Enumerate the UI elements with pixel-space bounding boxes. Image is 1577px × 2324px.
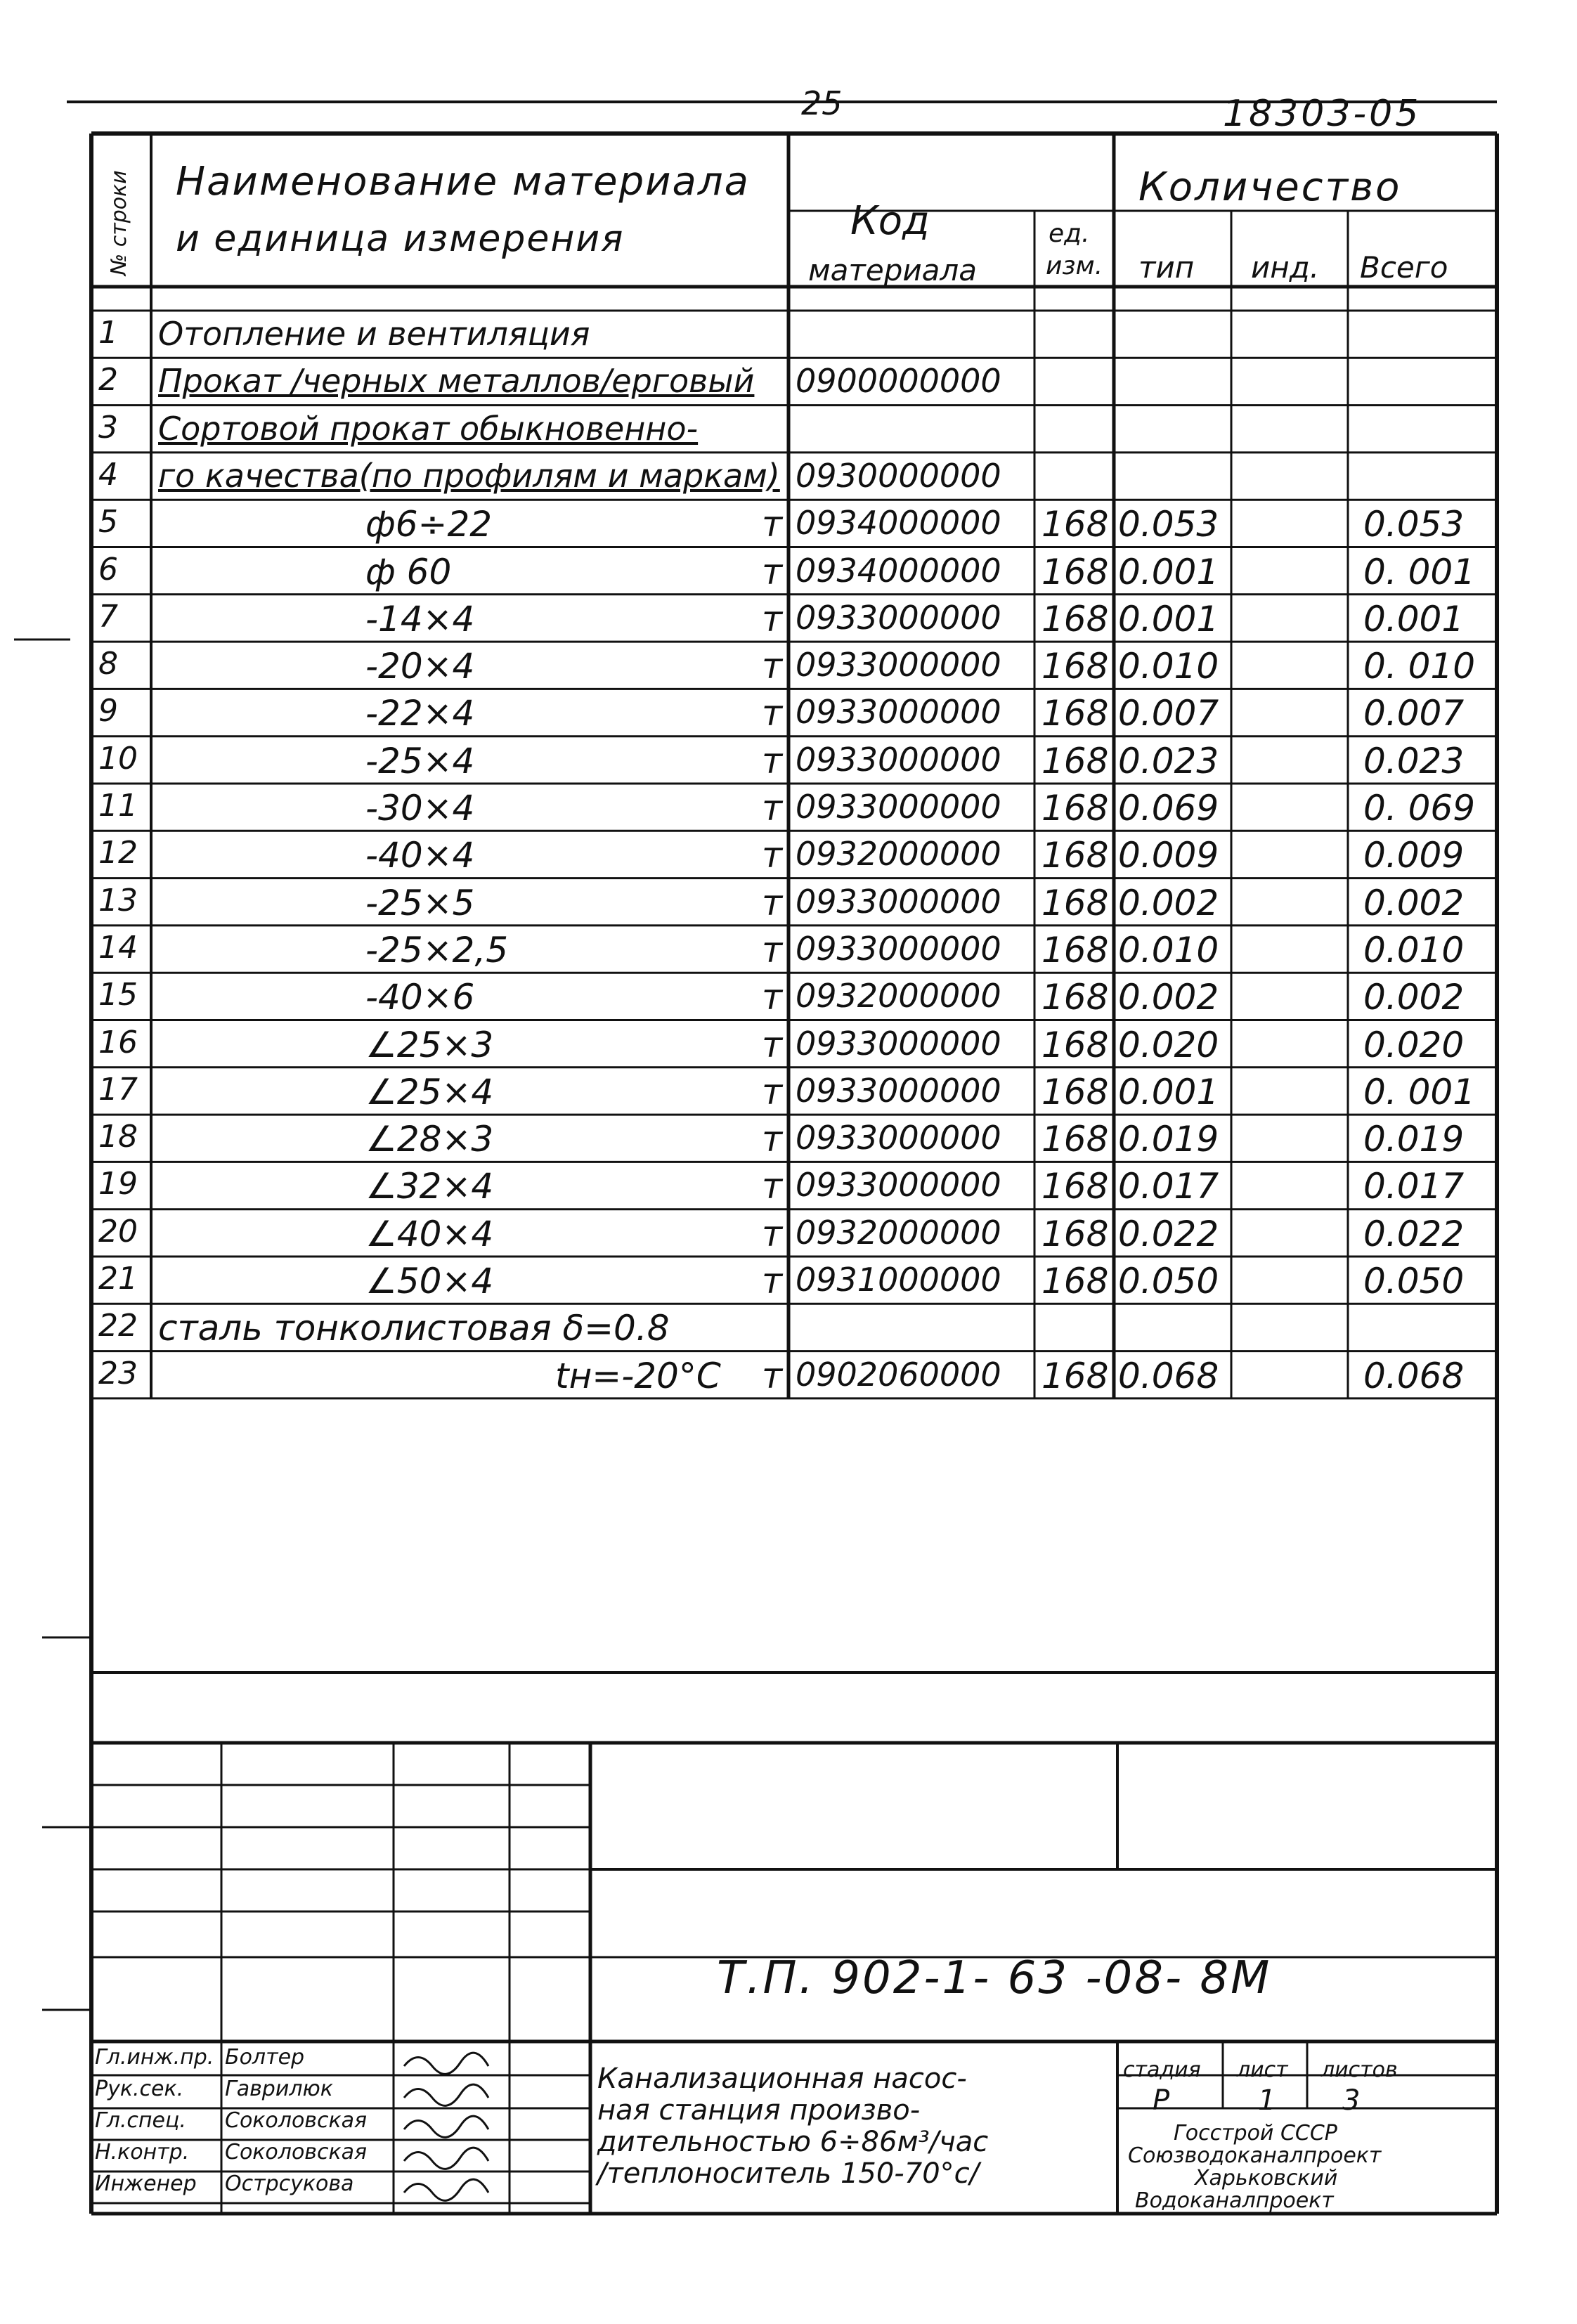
- total-quantity-cell: 0. 010: [1363, 646, 1476, 687]
- row-number-cell: 5: [98, 504, 118, 540]
- row-number-cell: 18: [98, 1119, 138, 1155]
- material-name-cell: Прокат /черных металлов/ерговый: [158, 362, 755, 401]
- material-name-cell: -20×4: [365, 646, 475, 687]
- row-number-cell: 7: [98, 598, 118, 635]
- material-code-cell: 0932000000: [796, 835, 1001, 874]
- row-number-cell: 3: [98, 409, 118, 446]
- col-row-number-header: № строки: [107, 170, 131, 275]
- unit-code-cell: 168: [1041, 740, 1109, 781]
- material-name-cell: -14×4: [365, 598, 475, 640]
- drawing-designation: Т.П. 902-1- 63 -08- 8М: [717, 1952, 1272, 2004]
- material-name-cell: ∠25×4: [365, 1071, 494, 1112]
- type-quantity-cell: 0.002: [1118, 977, 1219, 1018]
- type-quantity-cell: 0.002: [1118, 882, 1219, 923]
- unit-code-cell: 168: [1041, 835, 1109, 876]
- type-quantity-cell: 0.020: [1118, 1024, 1219, 1065]
- type-quantity-cell: 0.001: [1118, 598, 1219, 640]
- material-name-cell: -22×4: [365, 693, 475, 734]
- material-code-cell: 0933000000: [796, 646, 1001, 684]
- handwritten-signature: [404, 2179, 488, 2200]
- type-quantity-cell: 0.069: [1118, 788, 1219, 829]
- material-name-cell: сталь тонколистовая δ=0.8: [158, 1308, 670, 1349]
- type-quantity-cell: 0.050: [1118, 1261, 1219, 1301]
- material-name-cell: ∠32×4: [365, 1166, 494, 1207]
- unit-code-cell: 168: [1041, 1119, 1109, 1160]
- type-quantity-cell: 0.023: [1118, 740, 1219, 781]
- description-line4: /теплоноситель 150-70°с/: [597, 2157, 980, 2190]
- material-name-cell: tн=-20°С: [555, 1355, 721, 1396]
- material-code-cell: 0933000000: [796, 1119, 1001, 1157]
- unit-cell: т: [762, 1024, 783, 1065]
- unit-cell: т: [762, 740, 783, 781]
- handwritten-signature: [404, 2053, 488, 2074]
- total-quantity-cell: 0.053: [1363, 504, 1465, 545]
- signature-name: Острсукова: [225, 2172, 354, 2196]
- type-quantity-cell: 0.068: [1118, 1355, 1219, 1396]
- row-number-cell: 13: [98, 882, 138, 918]
- handwritten-signature: [404, 2084, 488, 2105]
- material-code-cell: 0933000000: [796, 1024, 1001, 1063]
- col-name-header-line2: и единица измерения: [176, 218, 625, 260]
- unit-code-cell: 168: [1041, 977, 1109, 1018]
- row-number-cell: 20: [98, 1213, 138, 1249]
- type-quantity-cell: 0.053: [1118, 504, 1219, 545]
- material-code-cell: 0902060000: [796, 1355, 1001, 1394]
- unit-cell: т: [762, 646, 783, 687]
- row-number-cell: 12: [98, 835, 138, 871]
- material-name-cell: -30×4: [365, 788, 475, 829]
- material-code-cell: 0933000000: [796, 1166, 1001, 1205]
- row-number-cell: 22: [98, 1308, 138, 1344]
- total-quantity-cell: 0.019: [1363, 1119, 1465, 1160]
- description-line2: ная станция произво-: [597, 2094, 921, 2127]
- total-quantity-cell: 0.010: [1363, 929, 1465, 971]
- sheets-value: 3: [1342, 2084, 1361, 2117]
- material-code-cell: 0933000000: [796, 740, 1001, 779]
- material-name-cell: го качества(по профилям и маркам): [158, 456, 780, 495]
- unit-code-cell: 168: [1041, 1024, 1109, 1065]
- org-line3: Харьковский: [1195, 2166, 1338, 2190]
- unit-code-cell: 168: [1041, 1261, 1109, 1301]
- row-number-cell: 15: [98, 977, 138, 1013]
- unit-code-cell: 168: [1041, 788, 1109, 829]
- total-quantity-cell: 0. 069: [1363, 788, 1476, 829]
- description-line3: дительностью 6÷86м³/час: [597, 2126, 989, 2158]
- col-code-material-header: материала: [808, 253, 978, 287]
- material-code-cell: 0933000000: [796, 882, 1001, 921]
- row-number-cell: 14: [98, 929, 138, 966]
- unit-code-cell: 168: [1041, 1355, 1109, 1396]
- col-name-header-line1: Наименование материала: [176, 159, 750, 205]
- unit-code-cell: 168: [1041, 693, 1109, 734]
- row-number-cell: 8: [98, 646, 118, 682]
- row-number-cell: 11: [98, 788, 138, 824]
- row-number-cell: 16: [98, 1024, 138, 1060]
- total-quantity-cell: 0. 001: [1363, 551, 1476, 592]
- material-code-cell: 0933000000: [796, 788, 1001, 826]
- type-quantity-cell: 0.001: [1118, 1071, 1219, 1112]
- material-code-cell: 0931000000: [796, 1261, 1001, 1299]
- signature-name: Болтер: [225, 2045, 305, 2070]
- stage-label: стадия: [1123, 2058, 1201, 2082]
- col-code-header: Код: [850, 198, 930, 244]
- signature-name: Гаврилюк: [225, 2077, 333, 2101]
- signature-role: Рук.сек.: [95, 2077, 184, 2101]
- col-quantity-total-header: Всего: [1360, 250, 1448, 285]
- material-name-cell: ф 60: [365, 551, 452, 592]
- unit-code-cell: 168: [1041, 504, 1109, 545]
- type-quantity-cell: 0.010: [1118, 929, 1219, 971]
- unit-cell: т: [762, 693, 783, 734]
- unit-cell: т: [762, 929, 783, 971]
- unit-cell: т: [762, 977, 783, 1018]
- sheet-label: лист: [1237, 2058, 1288, 2082]
- row-number-cell: 19: [98, 1166, 138, 1202]
- unit-cell: т: [762, 1355, 783, 1396]
- unit-cell: т: [762, 1119, 783, 1160]
- col-quantity-ind-header: инд.: [1251, 250, 1320, 285]
- total-quantity-cell: 0.020: [1363, 1024, 1465, 1065]
- org-line2: Союзводоканалпроект: [1128, 2143, 1382, 2168]
- type-quantity-cell: 0.019: [1118, 1119, 1219, 1160]
- handwritten-signature: [404, 2116, 488, 2137]
- unit-code-cell: 168: [1041, 598, 1109, 640]
- material-code-cell: 0900000000: [796, 362, 1001, 401]
- unit-code-cell: 168: [1041, 551, 1109, 592]
- total-quantity-cell: 0.007: [1363, 693, 1465, 734]
- type-quantity-cell: 0.022: [1118, 1213, 1219, 1254]
- material-code-cell: 0930000000: [796, 456, 1001, 495]
- material-name-cell: ∠50×4: [365, 1261, 494, 1301]
- unit-cell: т: [762, 551, 783, 592]
- col-quantity-header: Количество: [1138, 164, 1402, 210]
- material-name-cell: ∠25×3: [365, 1024, 494, 1065]
- material-code-cell: 0933000000: [796, 598, 1001, 637]
- signature-name: Соколовская: [225, 2108, 368, 2133]
- total-quantity-cell: 0.009: [1363, 835, 1465, 876]
- type-quantity-cell: 0.010: [1118, 646, 1219, 687]
- unit-code-cell: 168: [1041, 646, 1109, 687]
- material-name-cell: ∠40×4: [365, 1213, 494, 1254]
- unit-cell: т: [762, 598, 783, 640]
- row-number-cell: 2: [98, 362, 118, 398]
- material-code-cell: 0933000000: [796, 693, 1001, 732]
- unit-code-cell: 168: [1041, 882, 1109, 923]
- material-name-cell: ф6÷22: [365, 504, 493, 545]
- material-code-cell: 0933000000: [796, 1071, 1001, 1110]
- material-code-cell: 0934000000: [796, 504, 1001, 543]
- total-quantity-cell: 0.002: [1363, 977, 1465, 1018]
- material-code-cell: 0932000000: [796, 1213, 1001, 1252]
- type-quantity-cell: 0.017: [1118, 1166, 1219, 1207]
- total-quantity-cell: 0.068: [1363, 1355, 1465, 1396]
- signature-role: Н.контр.: [95, 2140, 190, 2164]
- org-line1: Госстрой СССР: [1174, 2121, 1337, 2146]
- total-quantity-cell: 0. 001: [1363, 1071, 1476, 1112]
- unit-cell: т: [762, 1166, 783, 1207]
- material-code-cell: 0932000000: [796, 977, 1001, 1015]
- row-number-cell: 23: [98, 1355, 138, 1391]
- row-number-cell: 17: [98, 1071, 138, 1108]
- unit-cell: т: [762, 1213, 783, 1254]
- document-number: 18303-05: [1223, 93, 1422, 135]
- material-name-cell: -25×2,5: [365, 929, 509, 971]
- row-number-cell: 4: [98, 456, 118, 493]
- material-code-cell: 0933000000: [796, 929, 1001, 968]
- material-name-cell: -25×4: [365, 740, 475, 781]
- col-unit-header-line1: ед.: [1049, 219, 1090, 248]
- unit-code-cell: 168: [1041, 1071, 1109, 1112]
- material-name-cell: -40×6: [365, 977, 475, 1018]
- total-quantity-cell: 0.022: [1363, 1213, 1465, 1254]
- col-quantity-type-header: тип: [1138, 250, 1195, 285]
- handwritten-signature: [404, 2148, 488, 2169]
- unit-cell: т: [762, 504, 783, 545]
- type-quantity-cell: 0.009: [1118, 835, 1219, 876]
- sheets-label: листов: [1321, 2058, 1398, 2082]
- material-name-cell: ∠28×3: [365, 1119, 494, 1160]
- total-quantity-cell: 0.002: [1363, 882, 1465, 923]
- page-number: 25: [801, 84, 843, 122]
- signature-name: Соколовская: [225, 2140, 368, 2164]
- material-name-cell: Сортовой прокат обыкновенно-: [158, 409, 699, 448]
- description-line1: Канализационная насос-: [597, 2063, 967, 2095]
- type-quantity-cell: 0.001: [1118, 551, 1219, 592]
- unit-cell: т: [762, 882, 783, 923]
- total-quantity-cell: 0.017: [1363, 1166, 1465, 1207]
- unit-cell: т: [762, 1261, 783, 1301]
- total-quantity-cell: 0.050: [1363, 1261, 1465, 1301]
- material-code-cell: 0934000000: [796, 551, 1001, 590]
- total-quantity-cell: 0.023: [1363, 740, 1465, 781]
- material-name-cell: -40×4: [365, 835, 475, 876]
- signature-role: Инженер: [95, 2172, 197, 2196]
- unit-code-cell: 168: [1041, 929, 1109, 971]
- row-number-cell: 21: [98, 1261, 138, 1297]
- row-number-cell: 10: [98, 740, 138, 777]
- row-number-cell: 6: [98, 551, 118, 588]
- unit-code-cell: 168: [1041, 1166, 1109, 1207]
- signature-role: Гл.спец.: [95, 2108, 186, 2133]
- unit-cell: т: [762, 1071, 783, 1112]
- row-number-cell: 9: [98, 693, 118, 729]
- signature-role: Гл.инж.пр.: [95, 2045, 214, 2070]
- material-name-cell: Отопление и вентиляция: [158, 315, 590, 353]
- col-unit-header-line2: изм.: [1046, 252, 1103, 280]
- type-quantity-cell: 0.007: [1118, 693, 1219, 734]
- unit-code-cell: 168: [1041, 1213, 1109, 1254]
- row-number-cell: 1: [98, 315, 118, 351]
- org-line4: Водоканалпроект: [1135, 2188, 1334, 2213]
- unit-cell: т: [762, 788, 783, 829]
- material-name-cell: -25×5: [365, 882, 475, 923]
- stage-value: Р: [1153, 2084, 1170, 2117]
- unit-cell: т: [762, 835, 783, 876]
- total-quantity-cell: 0.001: [1363, 598, 1465, 640]
- sheet-value: 1: [1258, 2084, 1276, 2117]
